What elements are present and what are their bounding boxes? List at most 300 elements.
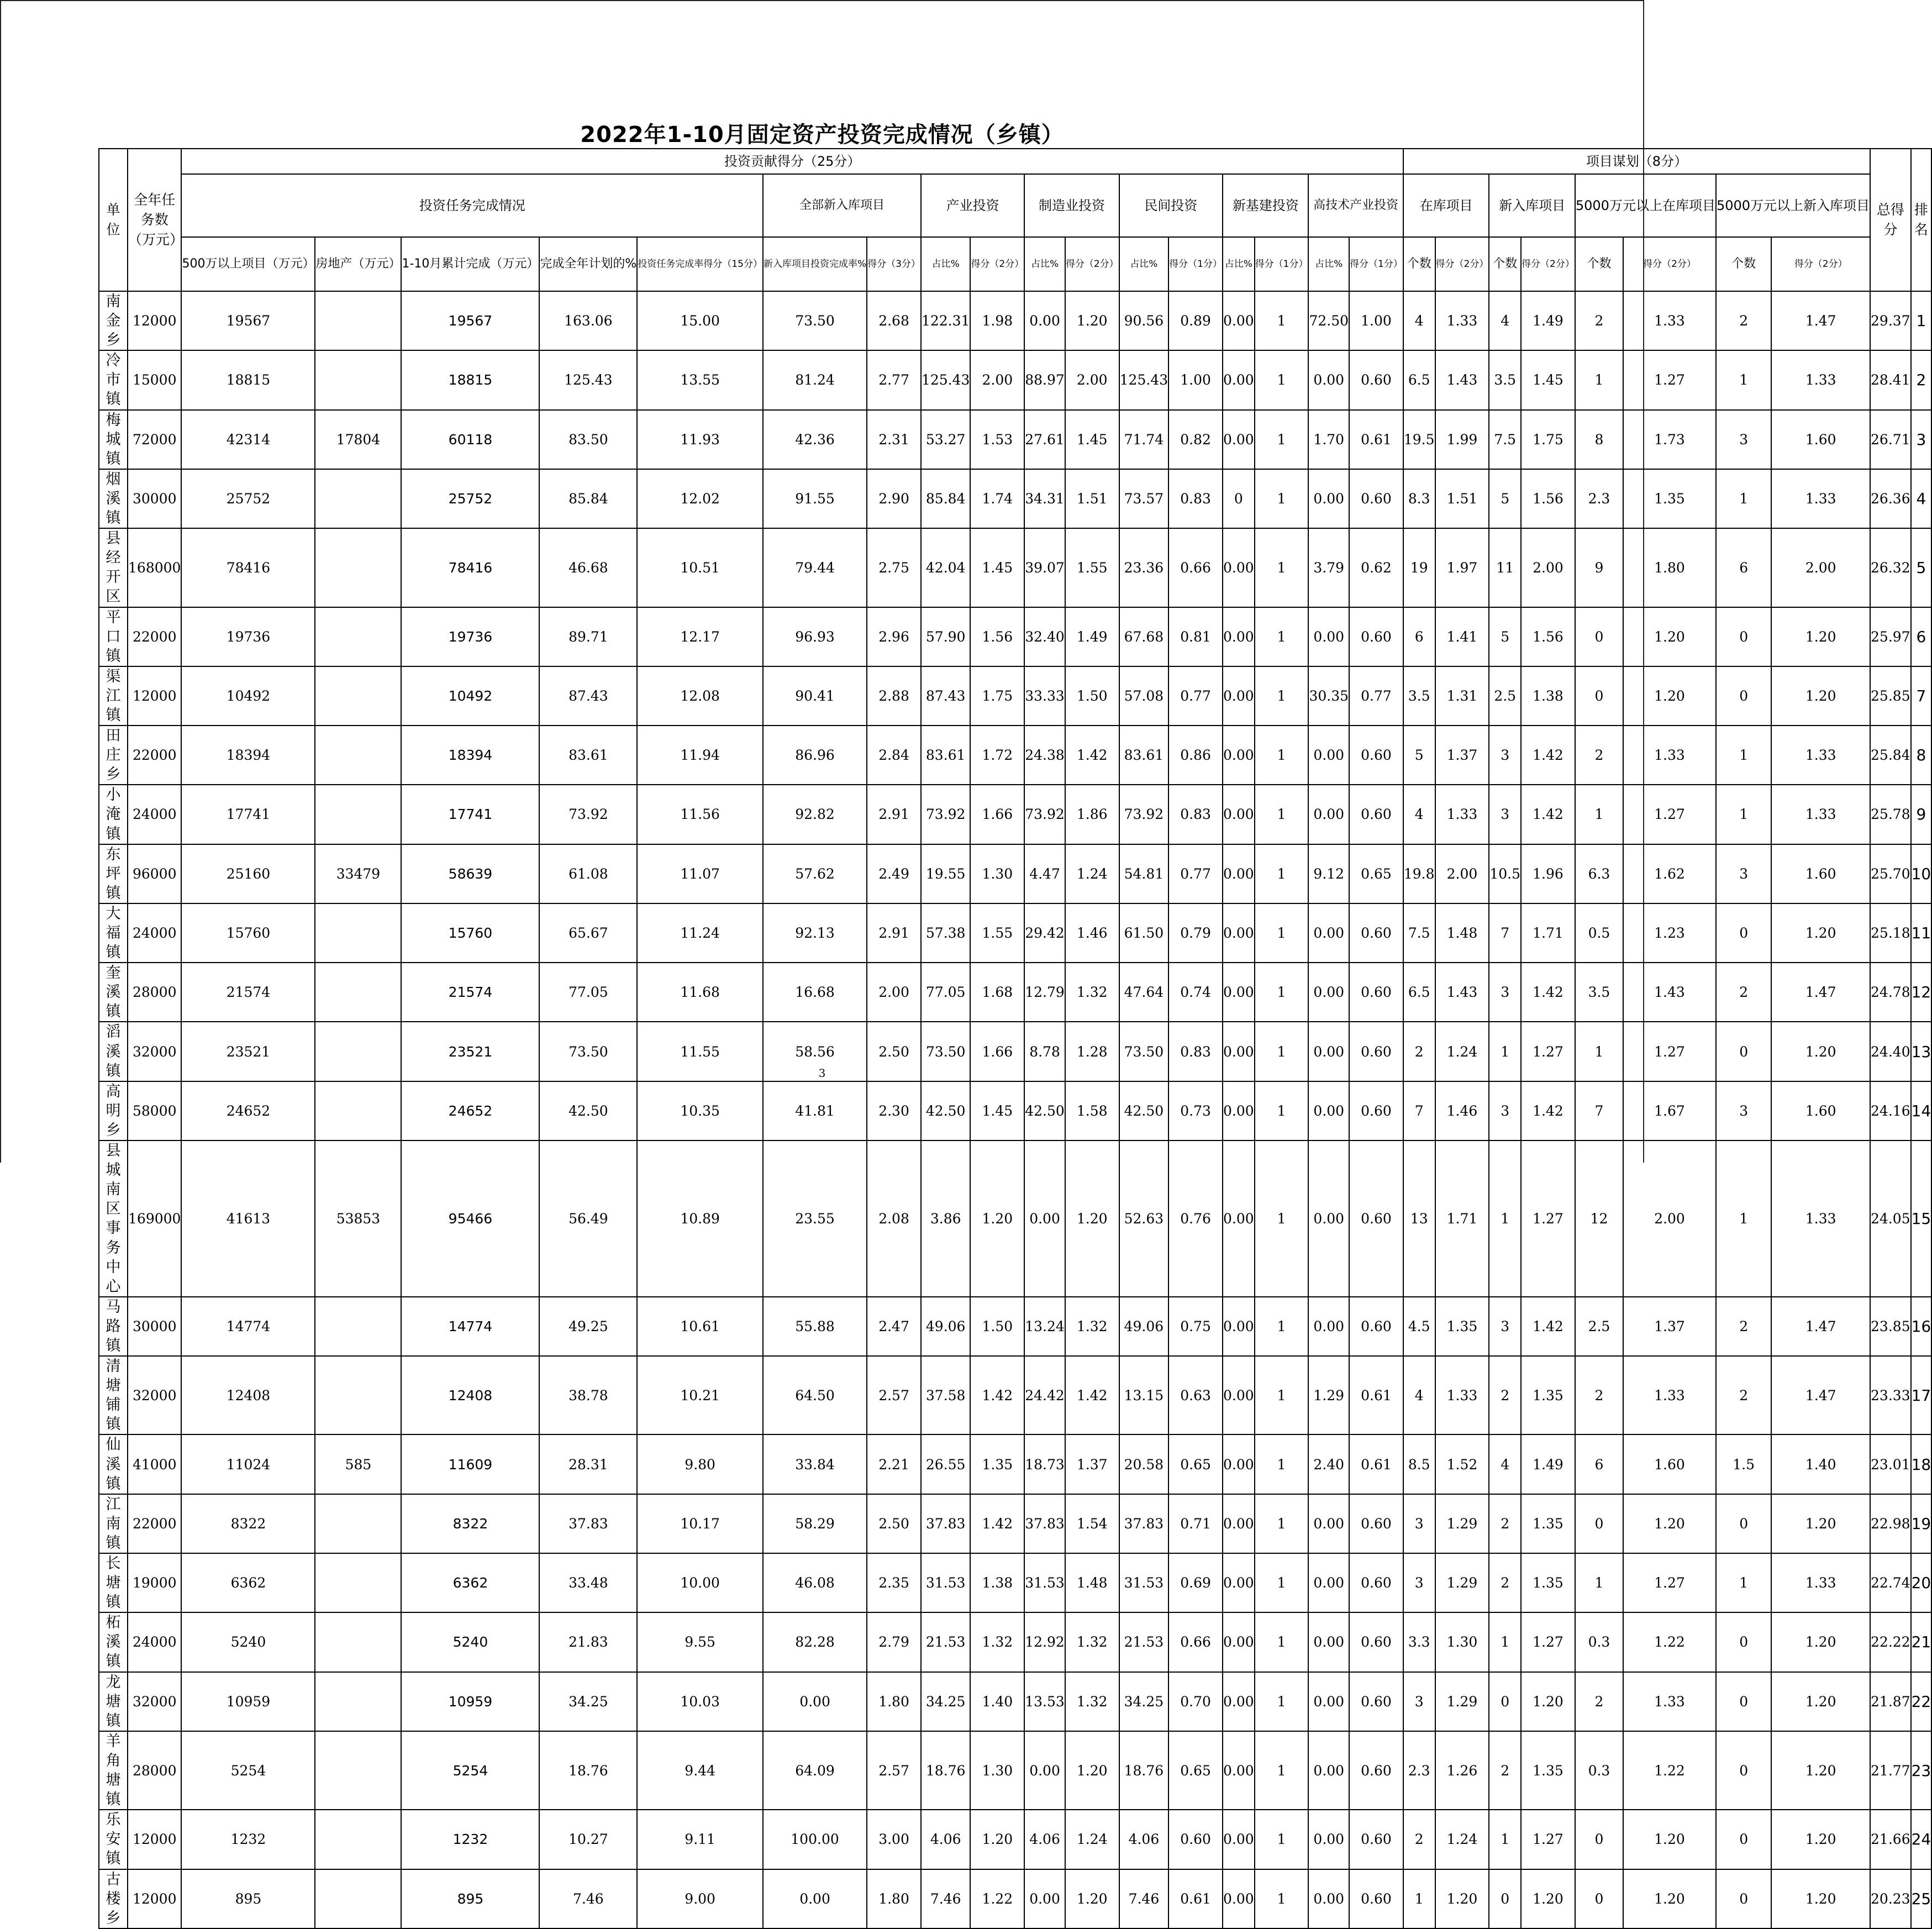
table-row [99, 1494, 1931, 1553]
table-cell: 2 [1575, 1672, 1623, 1731]
table-cell: 1.26 [1435, 1731, 1489, 1810]
table-cell: 0.60 [1349, 607, 1403, 666]
table-cell: 1.20 [1771, 1612, 1870, 1672]
table-cell: 0.3 [1575, 1731, 1623, 1810]
table-cell: 0.60 [1349, 1081, 1403, 1140]
unit-name-cell: 清塘铺镇 [99, 1356, 128, 1434]
table-cell: 169000 [128, 1140, 181, 1297]
table-cell: 0.00 [1223, 1731, 1255, 1810]
table-cell: 1.42 [970, 1494, 1024, 1553]
table-cell: 30000 [128, 469, 181, 528]
table-cell: 0.00 [1223, 291, 1255, 350]
table-cell: 5 [1403, 726, 1435, 785]
table-cell: 1.32 [1065, 963, 1119, 1022]
table-cell: 73.92 [1119, 785, 1168, 844]
table-cell: 1.71 [1435, 1140, 1489, 1297]
table-cell: 1.43 [1435, 963, 1489, 1022]
table-cell: 0.61 [1349, 1434, 1403, 1494]
table-cell: 1.35 [1521, 1553, 1575, 1612]
table-cell: 1.49 [1065, 607, 1119, 666]
table-cell: 1.51 [1065, 469, 1119, 528]
table-cell: 3.79 [1308, 528, 1349, 607]
table-cell: 0.00 [1223, 1022, 1255, 1081]
table-cell: 73.92 [539, 785, 637, 844]
table-cell: 1.20 [1771, 607, 1870, 666]
table-row [99, 607, 1931, 666]
table-cell: 1.20 [1771, 666, 1870, 726]
table-cell: 2.3 [1403, 1731, 1435, 1810]
table-cell: 24652 [181, 1081, 315, 1140]
unit-name-cell: 梅城镇 [99, 410, 128, 469]
table-cell: 1.80 [867, 1672, 921, 1731]
table-cell: 1.30 [970, 1731, 1024, 1810]
table-cell: 12.79 [1024, 963, 1065, 1022]
header-rank: 排名 [1911, 149, 1932, 291]
table-cell: 2 [1489, 1356, 1521, 1434]
table-cell: 0.00 [1223, 607, 1255, 666]
table-cell: 1.20 [1521, 1869, 1575, 1928]
table-cell: 42.36 [763, 410, 867, 469]
table-cell: 12000 [128, 1869, 181, 1928]
table-cell: 1.33 [1435, 785, 1489, 844]
table-cell: 1.75 [970, 666, 1024, 726]
table-cell: 3 [1489, 726, 1521, 785]
table-cell: 24000 [128, 785, 181, 844]
rank-cell: 7 [1911, 666, 1932, 726]
table-cell: 73.50 [1119, 1022, 1168, 1081]
table-cell: 10.17 [637, 1494, 763, 1553]
table-cell: 1.23 [1623, 903, 1716, 963]
table-cell: 18.76 [539, 1731, 637, 1810]
table-cell: 12000 [128, 666, 181, 726]
table-row [99, 963, 1931, 1022]
table-cell: 37.83 [1119, 1494, 1168, 1553]
table-cell: 31.53 [921, 1553, 970, 1612]
table-cell: 1 [1255, 1612, 1309, 1672]
table-cell: 1.33 [1771, 469, 1870, 528]
table-cell: 42.50 [1024, 1081, 1065, 1140]
table-cell: 34.25 [539, 1672, 637, 1731]
table-cell: 41000 [128, 1434, 181, 1494]
table-cell: 15.00 [637, 291, 763, 350]
table-cell: 64.50 [763, 1356, 867, 1434]
table-cell: 1.48 [1065, 1553, 1119, 1612]
table-cell: 73.50 [763, 291, 867, 350]
table-cell: 125.43 [1119, 350, 1168, 409]
table-cell: 1.5 [1716, 1434, 1771, 1494]
table-cell: 11.94 [637, 726, 763, 785]
table-cell: 2 [1489, 1553, 1521, 1612]
table-cell: 0 [1716, 1869, 1771, 1928]
table-cell [315, 469, 401, 528]
header-annual-task: 全年任务数（万元） [128, 149, 181, 291]
table-cell: 29.42 [1024, 903, 1065, 963]
table-cell: 0.60 [1349, 1672, 1403, 1731]
table-cell: 2 [1489, 1494, 1521, 1553]
table-cell: 18.76 [1119, 1731, 1168, 1810]
unit-name-cell: 小淹镇 [99, 785, 128, 844]
table-cell: 1.35 [1521, 1731, 1575, 1810]
header-above-5000-new: 5000万元以上新入库项目 [1716, 174, 1870, 237]
table-cell: 34.31 [1024, 469, 1065, 528]
table-cell: 0.00 [1223, 785, 1255, 844]
table-cell: 0.00 [1024, 291, 1065, 350]
header-above-5000-in: 5000万元以上在库项目 [1575, 174, 1716, 237]
table-cell: 7.46 [921, 1869, 970, 1928]
header-unit: 单 位 [99, 149, 128, 291]
table-cell: 10959 [401, 1672, 539, 1731]
table-cell: 1.71 [1521, 903, 1575, 963]
table-cell: 0.65 [1349, 844, 1403, 903]
table-cell: 1.27 [1521, 1612, 1575, 1672]
table-cell: 19.8 [1403, 844, 1435, 903]
table-cell: 1.20 [1623, 1494, 1716, 1553]
table-cell: 20.58 [1119, 1434, 1168, 1494]
table-cell: 29.37 [1870, 291, 1911, 350]
table-cell: 1.33 [1623, 1672, 1716, 1731]
table-cell [315, 1553, 401, 1612]
header-new-rate: 新入库项目投资完成率% [763, 237, 867, 291]
table-cell: 32000 [128, 1672, 181, 1731]
table-cell: 0 [1716, 1612, 1771, 1672]
rank-cell: 23 [1911, 1731, 1932, 1810]
table-cell: 4.06 [1119, 1810, 1168, 1869]
table-cell: 11.93 [637, 410, 763, 469]
table-cell: 23.55 [763, 1140, 867, 1297]
table-cell: 87.43 [539, 666, 637, 726]
table-cell: 10.03 [637, 1672, 763, 1731]
table-cell: 2 [1403, 1022, 1435, 1081]
header-pct-plan: 完成全年计划的% [539, 237, 637, 291]
table-cell: 163.06 [539, 291, 637, 350]
table-cell: 8 [1575, 410, 1623, 469]
table-cell: 13.24 [1024, 1297, 1065, 1356]
table-cell: 61.50 [1119, 903, 1168, 963]
table-cell: 2 [1716, 291, 1771, 350]
header-private: 民间投资 [1119, 174, 1223, 237]
table-cell: 7.46 [1119, 1869, 1168, 1928]
table-cell: 1.67 [1623, 1081, 1716, 1140]
table-cell: 895 [181, 1869, 315, 1928]
table-cell: 38.78 [539, 1356, 637, 1434]
table-cell: 4.06 [921, 1810, 970, 1869]
table-cell: 0.61 [1349, 1356, 1403, 1434]
table-cell: 3 [1489, 1081, 1521, 1140]
table-cell: 2.5 [1575, 1297, 1623, 1356]
table-cell: 0.60 [1349, 726, 1403, 785]
table-cell: 1.33 [1771, 726, 1870, 785]
table-cell: 0.00 [1024, 1869, 1065, 1928]
header-new-infra: 新基建投资 [1223, 174, 1309, 237]
table-cell: 0.00 [1024, 1140, 1065, 1297]
table-cell: 6 [1403, 607, 1435, 666]
table-cell: 1.60 [1623, 1434, 1716, 1494]
table-cell: 1 [1255, 607, 1309, 666]
table-cell: 1.20 [1771, 1869, 1870, 1928]
table-cell: 0 [1575, 1810, 1623, 1869]
table-cell: 0.00 [1223, 410, 1255, 469]
table-cell: 55.88 [763, 1297, 867, 1356]
table-cell: 73.92 [921, 785, 970, 844]
table-cell: 0.00 [1308, 1494, 1349, 1553]
header-in-library: 在库项目 [1403, 174, 1489, 237]
table-cell: 0.60 [1349, 1731, 1403, 1810]
table-cell: 18815 [181, 350, 315, 409]
table-cell: 21574 [401, 963, 539, 1022]
header-task-completion: 投资任务完成情况 [181, 174, 763, 237]
table-cell: 1.42 [1065, 726, 1119, 785]
table-cell: 1 [1575, 1022, 1623, 1081]
table-cell: 1 [1255, 1022, 1309, 1081]
header-score-2: 得分（2分） [1771, 237, 1870, 291]
table-cell: 65.67 [539, 903, 637, 963]
table-cell: 1.48 [1435, 903, 1489, 963]
table-cell: 1.47 [1771, 1356, 1870, 1434]
table-cell: 33.84 [763, 1434, 867, 1494]
table-cell: 83.61 [921, 726, 970, 785]
table-cell: 0.00 [1223, 903, 1255, 963]
table-cell: 17741 [401, 785, 539, 844]
table-cell: 0.00 [1024, 1731, 1065, 1810]
rank-cell: 25 [1911, 1869, 1932, 1928]
table-cell: 0.00 [1223, 1612, 1255, 1672]
table-cell: 0.60 [1349, 350, 1403, 409]
table-row [99, 291, 1931, 350]
table-cell: 19000 [128, 1553, 181, 1612]
table-cell: 1 [1255, 844, 1309, 903]
table-cell: 57.38 [921, 903, 970, 963]
table-cell: 10.61 [637, 1297, 763, 1356]
page-title: 2022年1-10月固定资产投资完成情况（乡镇） [580, 122, 1064, 148]
table-cell: 7.5 [1403, 903, 1435, 963]
table-cell: 4.47 [1024, 844, 1065, 903]
table-cell: 13.15 [1119, 1356, 1168, 1434]
table-cell: 1 [1716, 350, 1771, 409]
table-cell: 1.40 [970, 1672, 1024, 1731]
table-cell: 15000 [128, 350, 181, 409]
table-cell: 1.50 [1065, 666, 1119, 726]
table-cell: 2 [1575, 1356, 1623, 1434]
table-cell: 1.56 [970, 607, 1024, 666]
table-cell: 1.33 [1435, 1356, 1489, 1434]
table-cell: 1.29 [1435, 1553, 1489, 1612]
table-cell: 10492 [181, 666, 315, 726]
table-cell: 58.56 [763, 1022, 867, 1081]
table-cell: 1.35 [1521, 1356, 1575, 1434]
table-cell: 30000 [128, 1297, 181, 1356]
table-cell: 1.43 [1623, 963, 1716, 1022]
table-cell: 1232 [401, 1810, 539, 1869]
table-cell: 13 [1403, 1140, 1435, 1297]
table-cell: 49.25 [539, 1297, 637, 1356]
table-cell: 3 [1403, 1553, 1435, 1612]
table-cell: 3 [1489, 1297, 1521, 1356]
table-cell: 1.20 [1771, 1022, 1870, 1081]
table-cell: 25752 [401, 469, 539, 528]
table-cell: 3 [1716, 1081, 1771, 1140]
table-cell: 9.55 [637, 1612, 763, 1672]
table-cell: 2.30 [867, 1081, 921, 1140]
rank-cell: 6 [1911, 607, 1932, 666]
table-cell: 1.24 [1435, 1022, 1489, 1081]
table-cell: 0.69 [1168, 1553, 1223, 1612]
table-cell: 85.84 [539, 469, 637, 528]
table-cell: 1.30 [1435, 1612, 1489, 1672]
table-cell: 1 [1255, 1810, 1309, 1869]
rank-cell: 16 [1911, 1297, 1932, 1356]
table-cell: 21.77 [1870, 1731, 1911, 1810]
table-cell: 1.27 [1623, 350, 1716, 409]
header-project-planning: 项目谋划（8分） [1403, 149, 1870, 174]
table-cell: 0 [1489, 1869, 1521, 1928]
table-cell: 0.00 [1223, 528, 1255, 607]
table-cell: 0.00 [1308, 1140, 1349, 1297]
table-cell: 1.22 [970, 1869, 1024, 1928]
table-cell: 41.81 [763, 1081, 867, 1140]
table-cell: 0.60 [1349, 903, 1403, 963]
table-cell: 9.11 [637, 1810, 763, 1869]
rank-cell: 20 [1911, 1553, 1932, 1612]
table-cell: 2 [1716, 963, 1771, 1022]
table-cell: 2.00 [867, 963, 921, 1022]
table-cell: 12.08 [637, 666, 763, 726]
table-cell: 10.89 [637, 1140, 763, 1297]
table-cell: 17804 [315, 410, 401, 469]
unit-name-cell: 乐安镇 [99, 1810, 128, 1869]
table-cell: 17741 [181, 785, 315, 844]
header-score-1: 得分（1分） [1168, 237, 1223, 291]
table-cell: 3 [1716, 844, 1771, 903]
table-cell: 1 [1255, 469, 1309, 528]
table-cell: 2.57 [867, 1731, 921, 1810]
table-cell: 0.60 [1349, 1869, 1403, 1928]
table-cell: 6362 [181, 1553, 315, 1612]
table-cell: 0.00 [1223, 726, 1255, 785]
table-cell: 0.83 [1168, 469, 1223, 528]
rank-cell: 11 [1911, 903, 1932, 963]
table-cell: 1 [1575, 785, 1623, 844]
table-cell [315, 1731, 401, 1810]
table-cell: 0.00 [1308, 903, 1349, 963]
table-cell: 1.42 [970, 1356, 1024, 1434]
table-cell: 1.60 [1771, 410, 1870, 469]
table-cell: 11609 [401, 1434, 539, 1494]
table-cell: 14774 [401, 1297, 539, 1356]
table-cell: 12 [1575, 1140, 1623, 1297]
table-row [99, 666, 1931, 726]
table-cell: 4 [1489, 291, 1521, 350]
table-cell: 2.47 [867, 1297, 921, 1356]
table-cell: 1 [1255, 1553, 1309, 1612]
table-cell: 16.68 [763, 963, 867, 1022]
table-cell: 18.73 [1024, 1434, 1065, 1494]
table-cell: 30.35 [1308, 666, 1349, 726]
table-cell: 0.60 [1349, 785, 1403, 844]
table-cell: 1.99 [1435, 410, 1489, 469]
table-cell: 0.00 [1223, 1434, 1255, 1494]
table-cell: 122.31 [921, 291, 970, 350]
page-border [0, 0, 1, 1163]
table-cell: 1.55 [1065, 528, 1119, 607]
table-cell: 24000 [128, 903, 181, 963]
table-cell: 2 [1716, 1356, 1771, 1434]
table-cell: 49.06 [1119, 1297, 1168, 1356]
unit-name-cell: 烟溪镇 [99, 469, 128, 528]
table-cell: 0.00 [1223, 1869, 1255, 1928]
header-manufacturing: 制造业投资 [1024, 174, 1119, 237]
table-cell: 83.61 [539, 726, 637, 785]
table-cell [315, 1081, 401, 1140]
table-cell: 33.33 [1024, 666, 1065, 726]
table-cell: 0.00 [1308, 1022, 1349, 1081]
table-cell: 41613 [181, 1140, 315, 1297]
table-cell: 18815 [401, 350, 539, 409]
table-cell: 0.00 [1308, 1553, 1349, 1612]
table-cell: 1.24 [1065, 1810, 1119, 1869]
table-cell: 1 [1255, 785, 1309, 844]
table-cell: 4.5 [1403, 1297, 1435, 1356]
table-row [99, 1434, 1931, 1494]
table-cell: 1.74 [970, 469, 1024, 528]
table-cell: 37.58 [921, 1356, 970, 1434]
table-cell: 1.56 [1521, 469, 1575, 528]
table-cell: 0.76 [1168, 1140, 1223, 1297]
table-cell: 2 [1575, 291, 1623, 350]
table-cell: 1 [1716, 1140, 1771, 1297]
table-cell [315, 726, 401, 785]
table-cell: 6 [1716, 528, 1771, 607]
header-score-2: 得分（2分） [1521, 237, 1575, 291]
investment-table [98, 148, 1932, 1929]
table-row [99, 844, 1931, 903]
table-cell: 19 [1403, 528, 1435, 607]
table-cell: 0.60 [1349, 1810, 1403, 1869]
table-cell: 90.41 [763, 666, 867, 726]
table-cell: 2.49 [867, 844, 921, 903]
table-cell: 0.65 [1168, 1731, 1223, 1810]
table-cell: 1.20 [970, 1810, 1024, 1869]
table-cell: 1.62 [1623, 844, 1716, 903]
unit-name-cell: 县城南区事务中心 [99, 1140, 128, 1297]
table-cell: 2.00 [1521, 528, 1575, 607]
table-cell: 0.81 [1168, 607, 1223, 666]
rank-cell: 14 [1911, 1081, 1932, 1140]
table-cell: 22.98 [1870, 1494, 1911, 1553]
table-cell: 8.5 [1403, 1434, 1435, 1494]
table-cell [315, 1810, 401, 1869]
unit-name-cell: 滔溪镇 [99, 1022, 128, 1081]
table-cell: 1.20 [1065, 1869, 1119, 1928]
table-cell: 10.27 [539, 1810, 637, 1869]
table-cell: 33479 [315, 844, 401, 903]
table-cell: 8322 [401, 1494, 539, 1553]
table-cell: 83.61 [1119, 726, 1168, 785]
table-cell: 1.29 [1435, 1494, 1489, 1553]
table-row [99, 350, 1931, 409]
table-cell: 1.96 [1521, 844, 1575, 903]
table-cell: 1 [1255, 528, 1309, 607]
table-cell: 24.16 [1870, 1081, 1911, 1140]
table-cell: 7 [1575, 1081, 1623, 1140]
rank-cell: 12 [1911, 963, 1932, 1022]
table-cell: 1.20 [1771, 1494, 1870, 1553]
table-cell: 1.33 [1771, 350, 1870, 409]
table-cell: 1.32 [1065, 1672, 1119, 1731]
table-cell: 28000 [128, 1731, 181, 1810]
table-cell: 24.38 [1024, 726, 1065, 785]
unit-name-cell: 平口镇 [99, 607, 128, 666]
table-cell: 0.00 [1223, 1810, 1255, 1869]
